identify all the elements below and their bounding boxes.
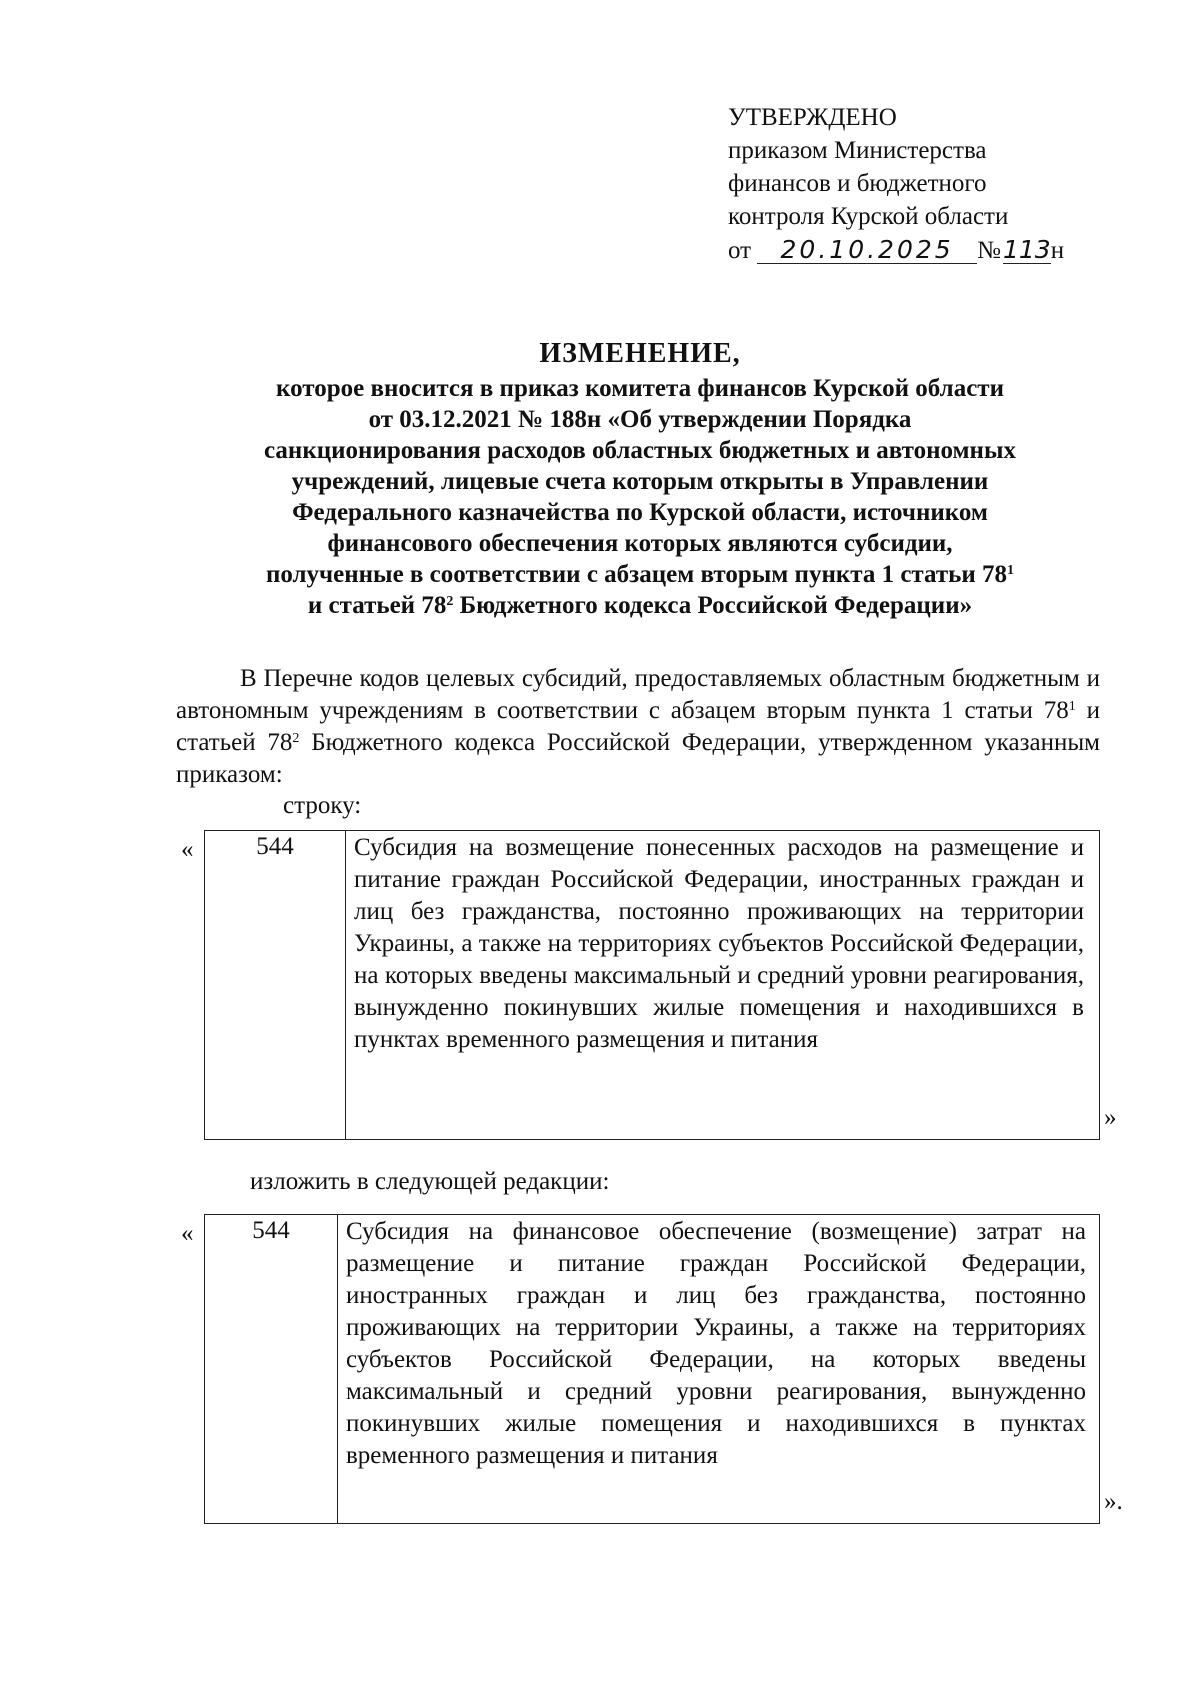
title-main: ИЗМЕНЕНИЕ, <box>539 338 741 369</box>
title-line-4: учреждений, лицевые счета которым открыты в Управлении <box>291 468 989 495</box>
label-stroku: строку: <box>283 792 362 819</box>
old-row-text: Субсидия на возмещение понесенных расходов на размещение и питание граждан Российской Федерации, иностранных граждан и лиц без гражданства, постоянно проживающих на территории Украины, а также на территориях субъектов Российской Федерации, на которых введены максимальный и средний уровни реагирования, вынужденно покинувших жилые помещения и находившихся в пунктах временного размещения и питания <box>354 834 1084 1053</box>
quote-close-1: » <box>1104 1104 1117 1131</box>
approval-line-1: приказом Министерства <box>728 137 987 164</box>
title-line-8-b: Бюджетного кодекса Российской Федерации» <box>453 592 973 619</box>
intro-paragraph <box>176 663 1100 791</box>
document-title <box>180 338 1100 621</box>
title-line-5: Федерального казначейства по Курской области, источником <box>292 499 988 526</box>
title-line-8 <box>180 590 1100 621</box>
old-row-table <box>204 830 1100 1140</box>
intro-part-3: Бюджетного кодекса Российской Федерации, утвержденном указанным приказом: <box>176 729 1100 788</box>
handwritten-date: 20.10.2025 <box>757 237 977 264</box>
handwritten-number: 113 <box>1002 235 1051 264</box>
new-row-code: 544 <box>205 1215 338 1523</box>
intro-part-1: В Перечне кодов целевых субсидий, предоставляемых областным бюджетным и автономным учреждениям в соответствии с абзацем вторым пункта 1 статьи 78 <box>176 665 1100 724</box>
new-row-text: Субсидия на финансовое обеспечение (возмещение) затрат на размещение и питание граждан Российской Федерации, иностранных граждан и лиц без гражданства, постоянно проживающих на территории Украины, а также на территориях субъектов Российской Федерации, на которых введены максимальный и средний уровни реагирования, вынужденно покинувших жилые помещения и находившихся в пунктах временного размещения и питания <box>346 1218 1086 1469</box>
title-line-3: санкционирования расходов областных бюджетных и автономных <box>264 437 1016 464</box>
approval-line-3: контроля Курской области <box>728 203 1009 230</box>
title-line-7 <box>180 559 1100 590</box>
approval-date-line <box>728 234 1064 267</box>
title-line-8-sup: 2 <box>446 594 454 609</box>
quote-open-1: « <box>181 836 194 863</box>
old-row-code: 544 <box>205 831 346 1139</box>
intro-sup-1: 1 <box>1068 699 1076 714</box>
intro-sup-2: 2 <box>292 731 300 746</box>
ot-prefix: от <box>728 237 752 264</box>
label-izlozhit: изложить в следующей редакции: <box>250 1168 610 1195</box>
title-line-1: которое вносится в приказ комитета финансов Курской области <box>276 375 1004 402</box>
approval-line-2: финансов и бюджетного <box>728 170 987 197</box>
title-line-7-text: полученные в соответствии с абзацем вторым пункта 1 статьи 78 <box>265 561 1008 588</box>
new-row-table <box>204 1214 1100 1524</box>
title-line-2: от 03.12.2021 № 188н «Об утверждении Порядка <box>368 406 912 433</box>
approval-block <box>728 101 1064 267</box>
approval-heading: УТВЕРЖДЕНО <box>728 104 897 131</box>
title-line-6: финансового обеспечения которых являются субсидии, <box>327 530 953 557</box>
num-suffix: н <box>1050 237 1065 264</box>
num-prefix: № <box>977 237 1001 264</box>
title-line-8-a: и статьей 78 <box>307 592 447 619</box>
quote-close-2: ». <box>1104 1488 1123 1515</box>
quote-open-2: « <box>181 1220 194 1247</box>
title-line-7-sup: 1 <box>1007 563 1015 578</box>
intro-part-2: и статьей 78 <box>176 697 1100 756</box>
